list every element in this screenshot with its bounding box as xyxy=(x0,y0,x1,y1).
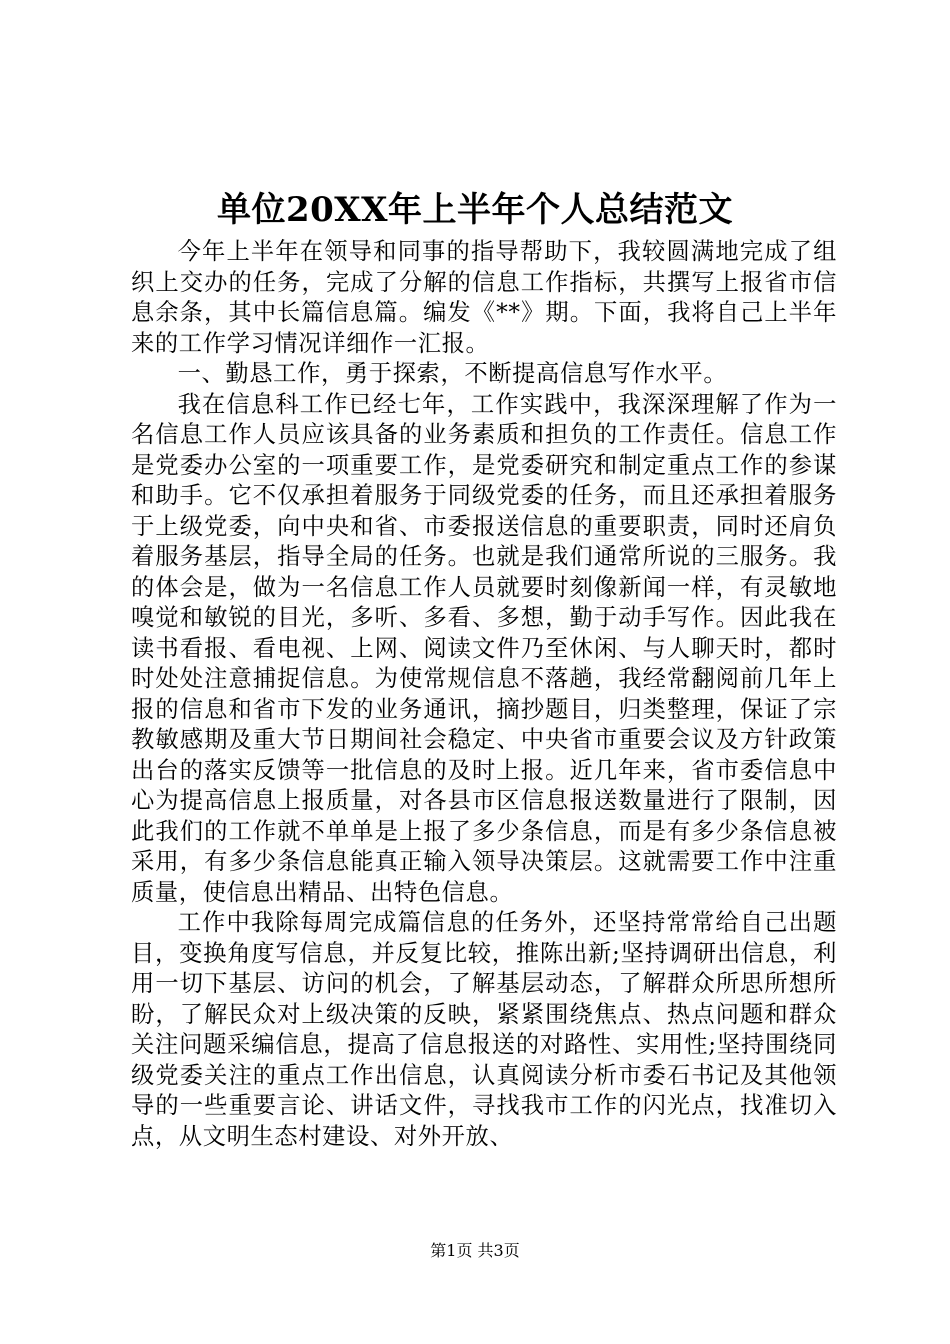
paragraph-intro: 今年上半年在领导和同事的指导帮助下，我较圆满地完成了组织上交办的任务，完成了分解的信息工作指标，共撰写上报省市信息余条，其中长篇信息篇。编发《**》期。下面，我将自己上半年来的工作学习情况详细作一汇报。 xyxy=(131,238,837,357)
paragraph-section-heading: 一、勤恳工作，勇于探索，不断提高信息写作水平。 xyxy=(177,360,728,387)
page-footer: 第1页 共3页 xyxy=(430,1241,520,1260)
document-body xyxy=(131,237,837,1152)
paragraph-work-methods: 工作中我除每周完成篇信息的任务外，还坚持常常给自己出题目，变换角度写信息，并反复比较，推陈出新;坚持调研出信息，利用一切下基层、访问的机会，了解基层动态，了解群众所思所想所盼，了解民众对上级决策的反映，紧紧围绕焦点、热点问题和群众关注问题采编信息，提高了信息报送的对路性、实用性;坚持围绕同级党委关注的重点工作出信息，认真阅读分析市委石书记及其他领导的一些重要言论、讲话文件，寻找我市工作的闪光点，找准切入点，从文明生态村建设、对外开放、 xyxy=(131,909,837,1150)
paragraph-work-experience: 我在信息科工作已经七年，工作实践中，我深深理解了作为一名信息工作人员应该具备的业务素质和担负的工作责任。信息工作是党委办公室的一项重要工作，是党委研究和制定重点工作的参谋和助手。它不仅承担着服务于同级党委的任务，而且还承担着服务于上级党委，向中央和省、市委报送信息的重要职责，同时还肩负着服务基层，指导全局的任务。也就是我们通常所说的三服务。我的体会是，做为一名信息工作人员就要时刻像新闻一样，有灵敏地嗅觉和敏锐的目光，多听、多看、多想，勤于动手写作。因此我在读书看报、看电视、上网、阅读文件乃至休闲、与人聊天时，都时时处处注意捕捉信息。为使常规信息不落趟，我经常翻阅前几年上报的信息和省市下发的业务通讯，摘抄题目，归类整理，保证了宗教敏感期及重大节日期间社会稳定、中央省市重要会议及方针政策出台的落实反馈等一批信息的及时上报。近几年来，省市委信息中心为提高信息上报质量，对各县市区信息报送数量进行了限制，因此我们的工作就不单单是上报了多少条信息，而是有多少条信息被采用，有多少条信息能真正输入领导决策层。这就需要工作中注重质量，使信息出精品、出特色信息。 xyxy=(131,390,837,906)
document-title: 单位20XX年上半年个人总结范文 xyxy=(216,190,734,230)
